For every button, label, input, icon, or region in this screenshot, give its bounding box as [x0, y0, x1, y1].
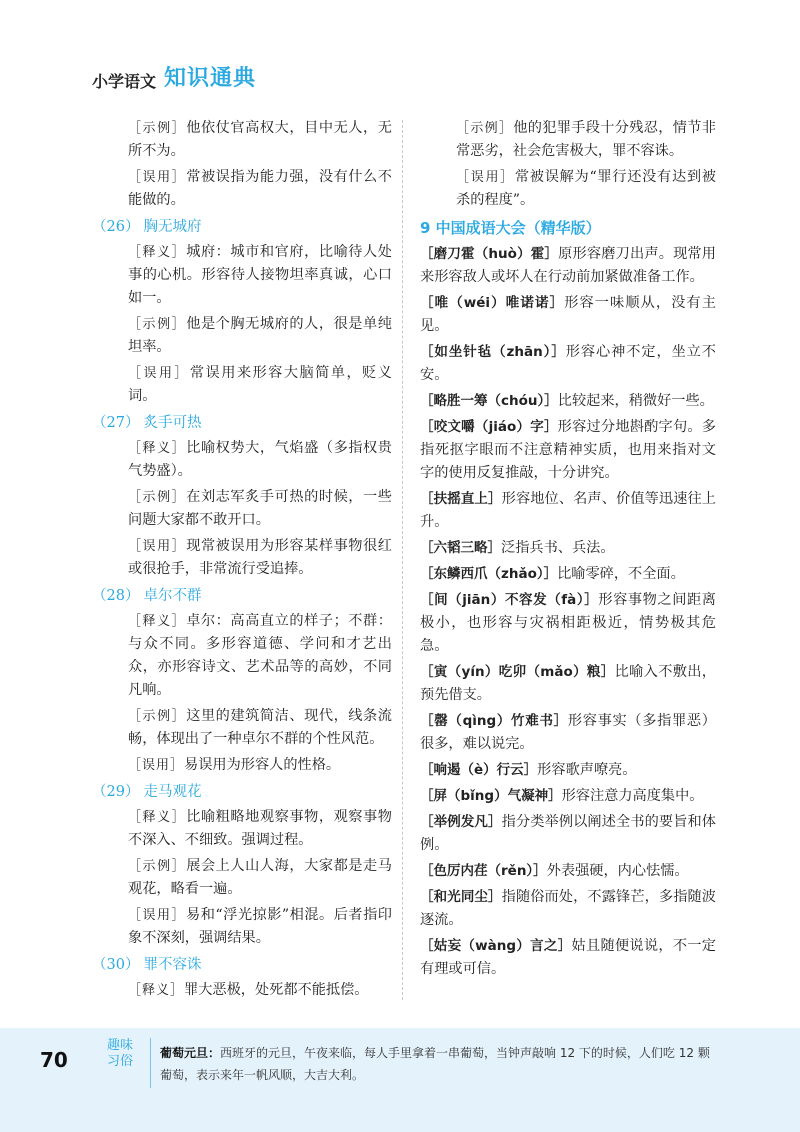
book-title: 知识通典: [164, 66, 257, 91]
paragraph-tag: ［释义］: [128, 245, 187, 260]
idiom-term: ［屏（bǐng）气凝神］: [420, 788, 562, 804]
entry-number: （26）: [92, 219, 140, 235]
entry-paragraph: [456, 166, 716, 212]
idiom-text: 比喻入不敷出，预先借支。: [420, 664, 716, 703]
idiom-item: [420, 661, 716, 707]
paragraph-text: 常被误指为能力强，没有什么不能做的。: [128, 169, 392, 208]
paragraph-text: 城府：城市和官府，比喻待人处事的心机。形容待人接物坦率真诚，心口如一。: [128, 244, 392, 306]
entry-heading: [92, 584, 392, 609]
paragraph-text: 比喻权势大，气焰盛（多指权贵气势盛）。: [128, 440, 392, 479]
left-column: [92, 117, 392, 1005]
entry-paragraph: [128, 362, 392, 408]
idiom-text: 泛指兵书、兵法。: [501, 540, 615, 556]
paragraph-text: 他是个胸无城府的人，很是单纯坦率。: [128, 316, 392, 355]
footer-text: 西班牙的元旦，午夜来临，每人手里拿着一串葡萄，当钟声敲响 12 下的时候，人们吃 12 颗葡萄，表示来年一帆风顺，大吉大利。: [160, 1046, 710, 1082]
idiom-item: [420, 416, 716, 485]
page-header: [92, 62, 256, 92]
paragraph-tag: ［释义］: [128, 614, 187, 629]
idiom-term: ［扶摇直上］: [420, 491, 502, 507]
idiom-item: [420, 935, 716, 981]
footer-bar: [0, 1028, 800, 1132]
idiom-item: [420, 759, 716, 782]
paragraph-text: 卓尔：高高直立的样子；不群：与众不同。多形容道德、学问和才艺出众，亦形容诗文、艺术品等的高妙，不同凡响。: [128, 613, 392, 698]
entry-paragraph: [128, 166, 392, 212]
entry-paragraph: [128, 610, 392, 702]
idiom-text: 形容注意力高度集中。: [561, 788, 704, 804]
idiom-text: 比较起来，稍微好一些。: [557, 393, 714, 409]
footer-label-line: 习俗: [106, 1054, 133, 1069]
entry-paragraph: [128, 806, 392, 852]
entry-title: 罪不容诛: [143, 957, 202, 973]
idiom-item: [420, 860, 716, 883]
paragraph-tag: ［示例］: [128, 859, 187, 874]
idiom-item: [420, 537, 716, 560]
entry-body: [128, 979, 392, 1002]
paragraph-tag: ［示例］: [128, 317, 187, 332]
right-continuation: [456, 117, 716, 212]
entry-body: [128, 437, 392, 581]
paragraph-tag: ［示例］: [128, 709, 187, 724]
idiom-item: [420, 589, 716, 658]
paragraph-tag: ［示例］: [456, 121, 514, 136]
paragraph-tag: ［误用］: [128, 170, 187, 185]
paragraph-text: 这里的建筑简洁、现代，线条流畅，体现出了一种卓尔不群的个性风范。: [128, 708, 392, 747]
paragraph-tag: ［误用］: [128, 539, 187, 554]
idiom-term: ［如坐针毡（zhān）］: [420, 344, 566, 360]
idiom-item: [420, 243, 716, 289]
paragraph-tag: ［释义］: [128, 810, 187, 825]
paragraph-text: 常被误解为“罪行还没有达到被杀的程度”。: [456, 169, 716, 208]
entry-heading: [92, 411, 392, 436]
section-title: 9 中国成语大会（精华版）: [420, 219, 601, 237]
entry-number: （27）: [92, 415, 140, 431]
idiom-term: ［略胜一筹（chóu）］: [420, 393, 558, 409]
entry-paragraph: [128, 313, 392, 359]
paragraph-tag: ［示例］: [128, 121, 187, 136]
idiom-text: 形容过分地斟酌字句。多指死抠字眼而不注意精神实质，也用来指对文字的使用反复推敲，十分讲究。: [420, 419, 716, 481]
footer-term: 葡萄元旦：: [160, 1046, 221, 1060]
entry-title: 炙手可热: [143, 415, 202, 431]
footer-label: [100, 1038, 140, 1070]
paragraph-text: 易误用为形容人的性格。: [184, 757, 341, 773]
entry-title: 走马观花: [143, 784, 202, 800]
entry-heading: [92, 215, 392, 240]
idiom-term: ［罄（qìng）竹难书］: [420, 713, 568, 729]
paragraph-tag: ［示例］: [128, 490, 187, 505]
idiom-term: ［六韬三略］: [420, 540, 501, 556]
entry-number: （29）: [92, 784, 140, 800]
idiom-term: ［东鳞西爪（zhǎo）］: [420, 566, 558, 582]
paragraph-tag: ［释义］: [128, 441, 187, 456]
idiom-term: ［唯（wéi）唯诺诺］: [420, 295, 565, 311]
idiom-item: [420, 292, 716, 338]
idiom-term: ［磨刀霍（huò）霍］: [420, 246, 559, 262]
idiom-text: 外表强硬，内心怯懦。: [546, 863, 689, 879]
footer-note: [160, 1042, 720, 1086]
entry-paragraph: [128, 904, 392, 950]
paragraph-text: 他的犯罪手段十分残忍，情节非常恶劣，社会危害极大，罪不容诛。: [456, 120, 716, 159]
paragraph-text: 展会上人山人海，大家都是走马观花，略看一遍。: [128, 858, 392, 897]
idiom-term: ［间（jiān）不容发（fà）］: [420, 592, 599, 608]
idiom-term: ［举例发凡］: [420, 814, 502, 830]
paragraph-tag: ［释义］: [128, 983, 185, 998]
idiom-text: 比喻零碎，不全面。: [557, 566, 685, 582]
entry-number: （28）: [92, 588, 140, 604]
idiom-text: 指随俗而处，不露锋芒，多指随波逐流。: [420, 889, 716, 928]
entry-paragraph: [128, 855, 392, 901]
paragraph-tag: ［误用］: [128, 908, 187, 923]
idiom-item: [420, 710, 716, 756]
entry-paragraph: [456, 117, 716, 163]
idiom-item: [420, 488, 716, 534]
idiom-term: ［寅（yín）吃卯（mǎo）粮］: [420, 664, 615, 680]
entry-title: 卓尔不群: [143, 588, 202, 604]
idiom-term: ［响遏（è）行云］: [420, 762, 538, 778]
idiom-item: [420, 390, 716, 413]
entry-number: （30）: [92, 957, 140, 973]
idiom-text: 原形容磨刀出声。现常用来形容敌人或坏人在行动前加紧做准备工作。: [420, 246, 716, 285]
paragraph-text: 他依仗官高权大，目中无人，无所不为。: [128, 120, 392, 159]
entry-paragraph: [128, 535, 392, 581]
idiom-text: 形容一味顺从，没有主见。: [420, 295, 716, 334]
paragraph-text: 罪大恶极，处死都不能抵偿。: [184, 982, 369, 998]
entry-paragraph: [128, 754, 392, 777]
paragraph-text: 比喻粗略地观察事物，观察事物不深入、不细致。强调过程。: [128, 809, 392, 848]
idiom-term: ［色厉内荏（rěn）］: [420, 863, 547, 879]
paragraph-text: 在刘志军炙手可热的时候，一些问题大家都不敢开口。: [128, 489, 392, 528]
entry-body: [128, 610, 392, 777]
entry-paragraph: [128, 437, 392, 483]
idiom-text: 形容地位、名声、价值等迅速往上升。: [420, 491, 716, 530]
idiom-item: [420, 886, 716, 932]
entry-paragraph: [128, 979, 392, 1002]
entry-body: [128, 241, 392, 408]
idiom-text: 形容事实（多指罪恶）很多，难以说完。: [420, 713, 716, 752]
idiom-text: 形容心神不定，坐立不安。: [420, 344, 716, 383]
entry-title: 胸无城府: [143, 219, 202, 235]
left-continuation: [128, 117, 392, 212]
paragraph-tag: ［误用］: [128, 758, 185, 773]
page-number: 70: [40, 1048, 68, 1072]
right-column: [420, 117, 716, 984]
idiom-text: 形容歌声嘹亮。: [537, 762, 637, 778]
idiom-term: ［和光同尘］: [420, 889, 502, 905]
footer-divider: [150, 1038, 151, 1088]
idiom-item: [420, 563, 716, 586]
idiom-term: ［姑妄（wàng）言之］: [420, 938, 572, 954]
idiom-text: 姑且随便说说，不一定有理或可信。: [420, 938, 716, 977]
idiom-item: [420, 785, 716, 808]
paragraph-text: 常误用来形容大脑简单，贬义词。: [128, 365, 392, 404]
idiom-text: 形容事物之间距离极小，也形容与灾祸相距极近，情势极其危急。: [420, 592, 716, 654]
entry-heading: [92, 780, 392, 805]
idiom-item: [420, 811, 716, 857]
entry-paragraph: [128, 705, 392, 751]
entry-paragraph: [128, 117, 392, 163]
footer-label-line: 趣味: [106, 1038, 133, 1053]
entry-paragraph: [128, 241, 392, 310]
book-subtitle: 小学语文: [92, 72, 157, 91]
idiom-text: 指分类举例以阐述全书的要旨和体例。: [420, 814, 716, 853]
column-divider: [402, 120, 403, 1000]
entry-heading: [92, 953, 392, 978]
idiom-item: [420, 341, 716, 387]
entry-paragraph: [128, 486, 392, 532]
entry-body: [128, 806, 392, 950]
idiom-term: ［咬文嚼（jiáo）字］: [420, 419, 558, 435]
paragraph-text: 易和“浮光掠影”相混。后者指印象不深刻，强调结果。: [128, 907, 392, 946]
paragraph-text: 现常被误用为形容某样事物很红或很抢手，非常流行受追捧。: [128, 538, 392, 577]
paragraph-tag: ［误用］: [128, 366, 190, 381]
paragraph-tag: ［误用］: [456, 170, 515, 185]
